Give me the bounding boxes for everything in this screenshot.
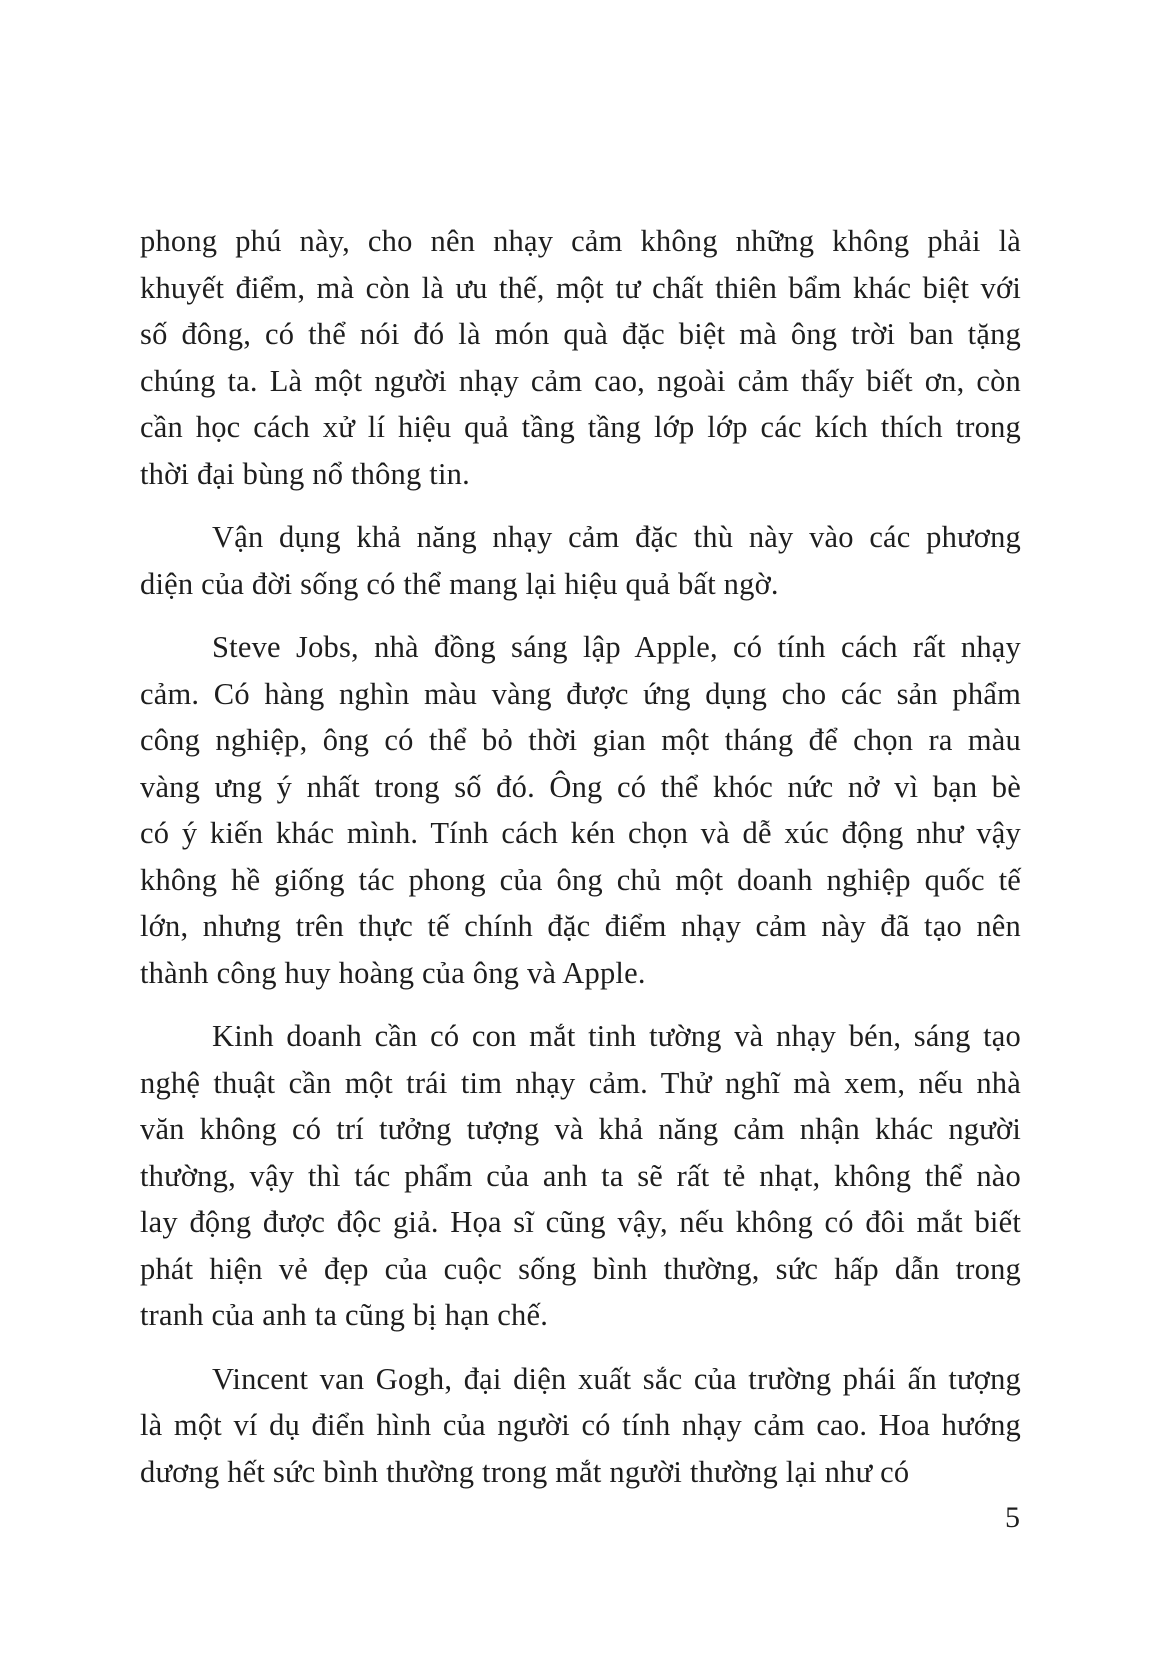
text-line: thường, vậy thì tác phẩm của anh ta sẽ rất tẻ nhạt, không thể nào (140, 1158, 1021, 1193)
text-line: là một ví dụ điển hình của người có tính nhạy cảm cao. Hoa hướng (140, 1408, 1021, 1442)
paragraph (140, 218, 1021, 497)
body-text (140, 218, 1021, 1495)
text-line: diện của đời sống có thể mang lại hiệu quả bất ngờ. (140, 566, 779, 601)
text-line: không hề giống tác phong của ông chủ một doanh nghiệp quốc tế (140, 862, 1021, 897)
text-line: thời đại bùng nổ thông tin. (140, 456, 470, 491)
paragraph (140, 1013, 1021, 1339)
text-line: văn không có trí tưởng tượng và khả năng cảm nhận khác người (140, 1112, 1021, 1146)
text-line: lay động được độc giả. Họa sĩ cũng vậy, nếu không có đôi mắt biết (140, 1205, 1021, 1239)
text-line: có ý kiến khác mình. Tính cách kén chọn và dễ xúc động như vậy (140, 816, 1021, 850)
text-line: khuyết điểm, mà còn là ưu thế, một tư chất thiên bẩm khác biệt với (140, 270, 1021, 305)
text-line: Vận dụng khả năng nhạy cảm đặc thù này vào các phương (212, 520, 1021, 554)
paragraph (140, 624, 1021, 996)
text-line: Vincent van Gogh, đại diện xuất sắc của trường phái ấn tượng (212, 1361, 1021, 1396)
text-line: công nghiệp, ông có thể bỏ thời gian một tháng để chọn ra màu (140, 723, 1021, 757)
text-line: nghệ thuật cần một trái tim nhạy cảm. Thử nghĩ mà xem, nếu nhà (140, 1065, 1021, 1100)
paragraph (140, 1356, 1021, 1496)
page-number: 5 (1005, 1501, 1020, 1534)
text-line: Steve Jobs, nhà đồng sáng lập Apple, có tính cách rất nhạy (212, 630, 1021, 664)
text-line: dương hết sức bình thường trong mắt người thường lại như có (140, 1454, 910, 1489)
text-line: thành công huy hoàng của ông và Apple. (140, 955, 646, 990)
text-line: số đông, có thể nói đó là món quà đặc biệt mà ông trời ban tặng (140, 317, 1021, 351)
text-line: lớn, nhưng trên thực tế chính đặc điểm nhạy cảm này đã tạo nên (140, 909, 1021, 943)
text-line: cần học cách xử lí hiệu quả tầng tầng lớp lớp các kích thích trong (140, 410, 1021, 444)
text-line: cảm. Có hàng nghìn màu vàng được ứng dụng cho các sản phẩm (140, 676, 1021, 711)
text-line: vàng ưng ý nhất trong số đó. Ông có thể khóc nức nở vì bạn bè (140, 769, 1021, 804)
text-line: Kinh doanh cần có con mắt tinh tường và nhạy bén, sáng tạo (212, 1019, 1021, 1053)
text-line: phong phú này, cho nên nhạy cảm không những không phải là (140, 224, 1021, 258)
text-line: phát hiện vẻ đẹp của cuộc sống bình thường, sức hấp dẫn trong (140, 1251, 1021, 1286)
text-line: tranh của anh ta cũng bị hạn chế. (140, 1298, 549, 1332)
text-line: chúng ta. Là một người nhạy cảm cao, ngoài cảm thấy biết ơn, còn (140, 363, 1021, 398)
paragraph (140, 514, 1021, 607)
